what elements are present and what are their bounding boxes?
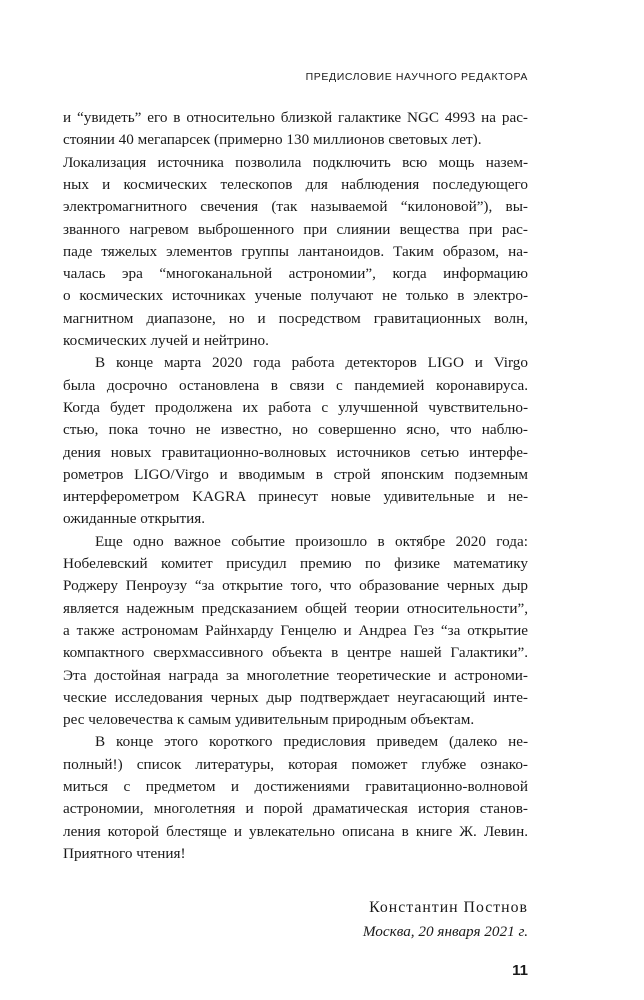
text-line: и “увидеть” его в относительно близкой галактике NGC 4993 на рас- [63,109,528,126]
text-line: миться с предметом и достижениями гравитационно-волновой [63,778,528,795]
page-number: 11 [512,961,528,979]
text-line: о космических источниках ученые получают не только в электро- [63,287,528,305]
text-line: компактного сверхмассивного объекта в центре нашей Галактики”. [63,644,528,662]
text-line: дения новых гравитационно-волновых источников сетью интерфе- [63,443,528,461]
text-line: магнитном диапазоне, но и посредством гравитационных волн, [63,309,528,327]
text-line: Эта достойная награда за многолетние теоретические и астрономи- [63,666,528,684]
text-line: ожиданные открытия. [63,510,206,528]
author-name: Константин Постнов [369,898,528,916]
text-line: чалась эра “многоканальной астрономии”, когда информацию [63,265,528,283]
text-line: Когда будет продолжена их работа с улучшенной чувствительно- [63,398,528,416]
text-line: астрономии, многолетняя и порой драматическая история станов- [63,800,528,818]
text-line: стью, пока точно не известно, но совершенно ясно, что наблю- [63,421,528,439]
text-line: ных и космических телескопов для наблюдения последующего [63,175,528,193]
text-line: званного нагревом выброшенного при слиянии вещества при рас- [63,220,528,238]
place-date: Москва, 20 января 2021 г. [362,922,528,940]
text-line: Еще одно важное событие произошло в октябре 2020 года: [95,532,528,550]
text-line: Приятного чтения! [63,844,186,862]
text-line: Нобелевский комитет присудил премию по физике математику [63,555,528,572]
text-line: рес человечества к самым удивительным природным объектам. [63,711,475,729]
text-line: ления которой блестяще и увлекательно описана в книге Ж. Левин. [63,822,528,840]
text-line: а также астрономам Райнхарду Генцелю и Андреа Гез “за открытие [63,621,528,639]
running-head: ПРЕДИСЛОВИЕ НАУЧНОГО РЕДАКТОРА [305,71,528,83]
text-line: ческие исследования черных дыр подтверждает неугасающий инте- [63,688,528,706]
text-line: является надежным предсказанием общей теории относительности”, [63,599,528,617]
text-line: космических лучей и нейтрино. [63,332,269,349]
text-line: В конце марта 2020 года работа детекторов LIGO и Virgo [95,354,528,372]
text-line: Локализация источника позволила подключить всю мощь назем- [63,153,528,171]
text-line: Роджеру Пенроузу “за открытие того, что образование черных дыр [63,577,528,595]
text-line: стоянии 40 мегапарсек (примерно 130 миллионов световых лет). [63,131,482,149]
text-line: интерферометром KAGRA принесут новые удивительные и не- [63,488,528,506]
text-line: В конце этого короткого предисловия приведем (далеко не- [95,733,528,751]
text-line: была досрочно остановлена в связи с пандемией коронавируса. [63,376,528,394]
text-line: электромагнитного свечения (так называемой “килоновой”), вы- [63,198,528,216]
text-line: паде тяжелых элементов группы лантаноидов. Таким образом, на- [63,242,528,260]
text-line: рометров LIGO/Virgo и вводимым в строй японским подземным [63,465,528,483]
text-line: полный!) список литературы, которая поможет глубже ознако- [63,755,528,773]
